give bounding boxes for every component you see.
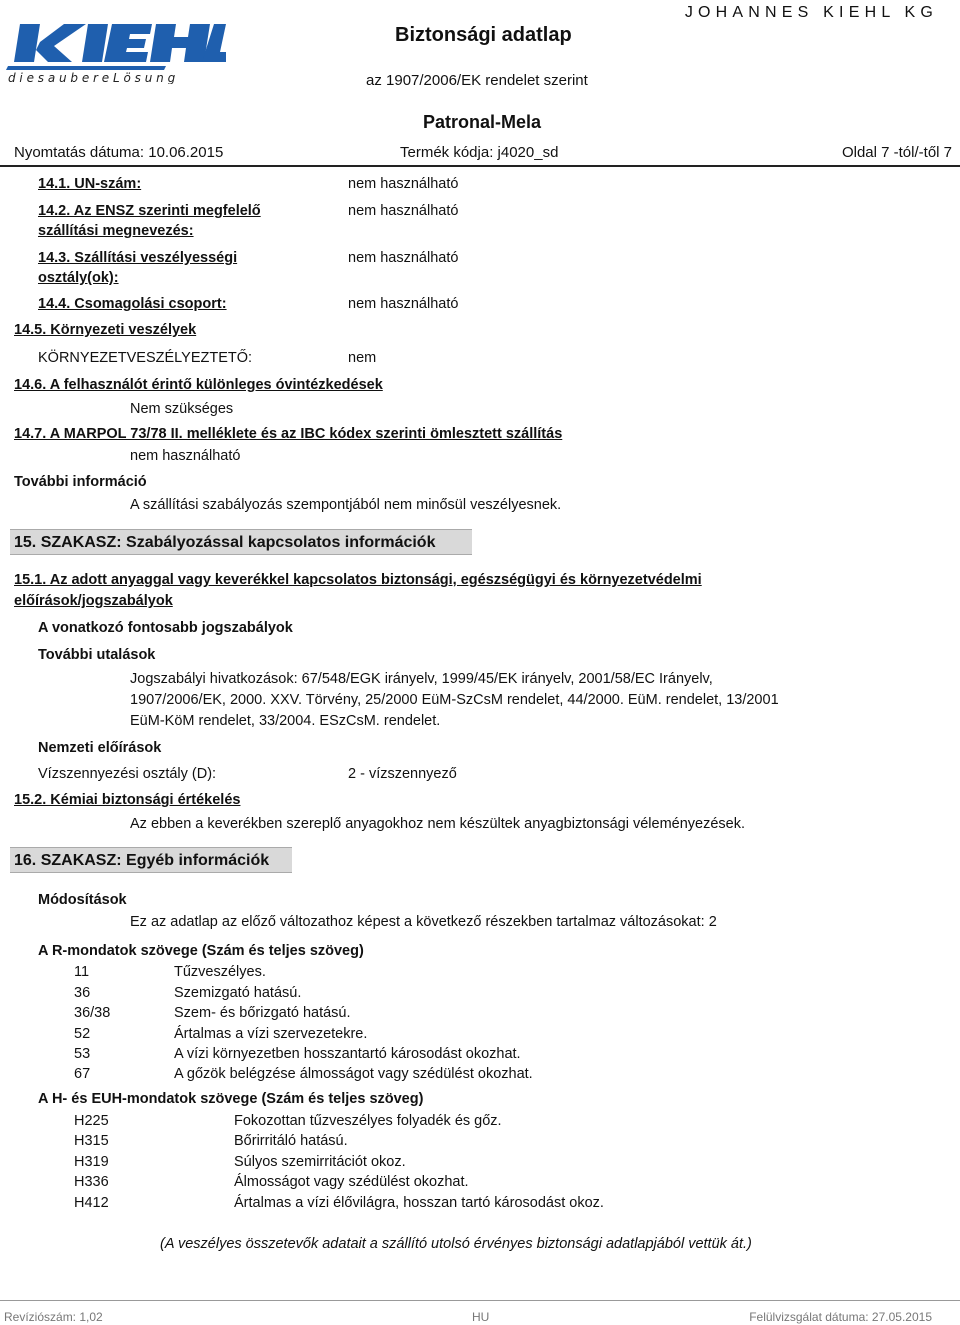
product-name: Patronal-Mela [423, 112, 542, 132]
regulation-reference: az 1907/2006/EK rendelet szerint [366, 72, 588, 89]
language-code: HU [472, 1310, 490, 1324]
changes-label: Módosítások [38, 892, 127, 908]
s15-2-heading: 15.2. Kémiai biztonsági értékelés [14, 792, 241, 808]
logo-tagline: d i e s a u b e r e L ö s u n g [8, 71, 176, 84]
r-phrase-text: A gőzök belégzése álmosságot vagy szédülést okozhat. [174, 1066, 533, 1082]
r-phrase-text: A vízi környezetben hosszantartó károsodást okozhat. [174, 1046, 521, 1062]
section-15-bar: 15. SZAKASZ: Szabályozással kapcsolatos információk [10, 529, 472, 555]
h-phrase-code: H319 [74, 1154, 109, 1170]
further-info-value: A szállítási szabályozás szempontjából nem minősül veszélyesnek. [130, 497, 562, 513]
s14-2-label-b: szállítási megnevezés: [38, 223, 194, 239]
further-references-label: További utalások [38, 647, 156, 663]
h-phrase-text: Fokozottan tűzveszélyes folyadék és gőz. [234, 1113, 502, 1129]
s14-3-label-a: 14.3. Szállítási veszélyességi [38, 250, 238, 266]
s14-7-label: 14.7. A MARPOL 73/78 II. melléklete és az IBC kódex szerinti ömlesztett szállítás [14, 426, 563, 442]
source-note: (A veszélyes összetevők adatait a szállító utolsó érvényes biztonsági adatlapjából vettük át.) [160, 1236, 752, 1252]
h-phrase-code: H336 [74, 1174, 109, 1190]
s14-4-value: nem használható [348, 296, 459, 312]
r-phrase-code: 67 [74, 1066, 91, 1082]
env-hazard-label: KÖRNYEZETVESZÉLYEZTETŐ: [38, 350, 253, 366]
h-phrase-code: H315 [74, 1133, 109, 1149]
h-phrase-code: H412 [74, 1195, 109, 1211]
kiehl-logo [6, 4, 226, 84]
r-phrases-title: A R-mondatok szövege (Szám és teljes szöveg) [38, 943, 364, 959]
h-phrase-text: Bőrirritáló hatású. [234, 1133, 348, 1149]
document-title: Biztonsági adatlap [395, 24, 572, 46]
s14-5-label: 14.5. Környezeti veszélyek [14, 322, 197, 338]
s14-1-value: nem használható [348, 176, 459, 192]
s14-4-label: 14.4. Csomagolási csoport: [38, 296, 227, 312]
s14-2-value: nem használható [348, 203, 459, 219]
r-phrase-code: 53 [74, 1046, 91, 1062]
h-phrase-text: Álmosságot vagy szédülést okozhat. [234, 1174, 469, 1190]
s14-6-label: 14.6. A felhasználót érintő különleges óvintézkedések [14, 377, 383, 393]
r-phrase-text: Szem- és bőrizgató hatású. [174, 1005, 351, 1021]
s14-7-value: nem használható [130, 448, 241, 464]
r-phrase-text: Tűzveszélyes. [174, 964, 266, 980]
h-phrase-text: Ártalmas a vízi élővilágra, hosszan tartó károsodást okoz. [234, 1195, 604, 1211]
page-number: Oldal 7 -tól/-től 7 [841, 144, 952, 161]
water-hazard-value: 2 - vízszennyező [348, 766, 457, 782]
s15-2-text: Az ebben a keverékben szereplő anyagokhoz nem készültek anyagbiztonsági véleményezések. [130, 816, 746, 832]
legal-refs-line-3: EüM-KöM rendelet, 33/2004. ESzCsM. rendelet. [130, 713, 441, 729]
water-hazard-label: Vízszennyezési osztály (D): [38, 766, 217, 782]
s14-2-label-a: 14.2. Az ENSZ szerinti megfelelő [38, 203, 261, 219]
national-regulations-label: Nemzeti előírások [38, 740, 162, 756]
s14-6-value: Nem szükséges [130, 401, 234, 417]
legal-refs-line-2: 1907/2006/EK, 2000. XXV. Törvény, 25/2000 EüM-SzCsM rendelet, 44/2000. EüM. rendelet, 13/2001 [130, 692, 779, 708]
legal-refs-line-1: Jogszabályi hivatkozások: 67/548/EGK irányelv, 1999/45/EK irányelv, 2001/58/EC Irányelv, [130, 671, 713, 687]
product-code: Termék kódja: j4020_sd [400, 144, 559, 161]
further-info-label: További információ [14, 474, 147, 490]
h-phrase-text: Súlyos szemirritációt okoz. [234, 1154, 406, 1170]
section-16-bar: 16. SZAKASZ: Egyéb információk [10, 847, 292, 873]
env-hazard-value: nem [348, 350, 377, 366]
relevant-legislation-label: A vonatkozó fontosabb jogszabályok [38, 620, 293, 636]
header-divider [0, 165, 960, 167]
footer-divider [0, 1300, 960, 1301]
review-date: Felülvizsgálat dátuma: 27.05.2015 [749, 1310, 932, 1324]
s15-1-heading-a: 15.1. Az adott anyaggal vagy keverékkel kapcsolatos biztonsági, egészségügyi és környezetvédelmi [14, 572, 702, 588]
s14-3-label-b: osztály(ok): [38, 270, 119, 286]
logo-text: KIEHL [6, 4, 9, 5]
company-name: JOHANNES KIEHL KG [684, 4, 938, 21]
r-phrase-code: 11 [74, 964, 90, 980]
r-phrase-text: Ártalmas a vízi szervezetekre. [174, 1026, 368, 1042]
changes-text: Ez az adatlap az előző változathoz képest a következő részekben tartalmaz változásokat: 2 [130, 914, 717, 930]
s14-3-value: nem használható [348, 250, 459, 266]
s14-1-label: 14.1. UN-szám: [38, 176, 142, 192]
r-phrase-code: 52 [74, 1026, 91, 1042]
h-phrase-code: H225 [74, 1113, 109, 1129]
h-phrases-title: A H- és EUH-mondatok szövege (Szám és teljes szöveg) [38, 1091, 424, 1107]
s15-1-heading-b: előírások/jogszabályok [14, 593, 173, 609]
r-phrase-text: Szemizgató hatású. [174, 985, 302, 1001]
revision-number: Revíziószám: 1,02 [4, 1310, 103, 1324]
r-phrase-code: 36 [74, 985, 91, 1001]
r-phrase-code: 36/38 [74, 1005, 111, 1021]
print-date: Nyomtatás dátuma: 10.06.2015 [14, 144, 224, 161]
